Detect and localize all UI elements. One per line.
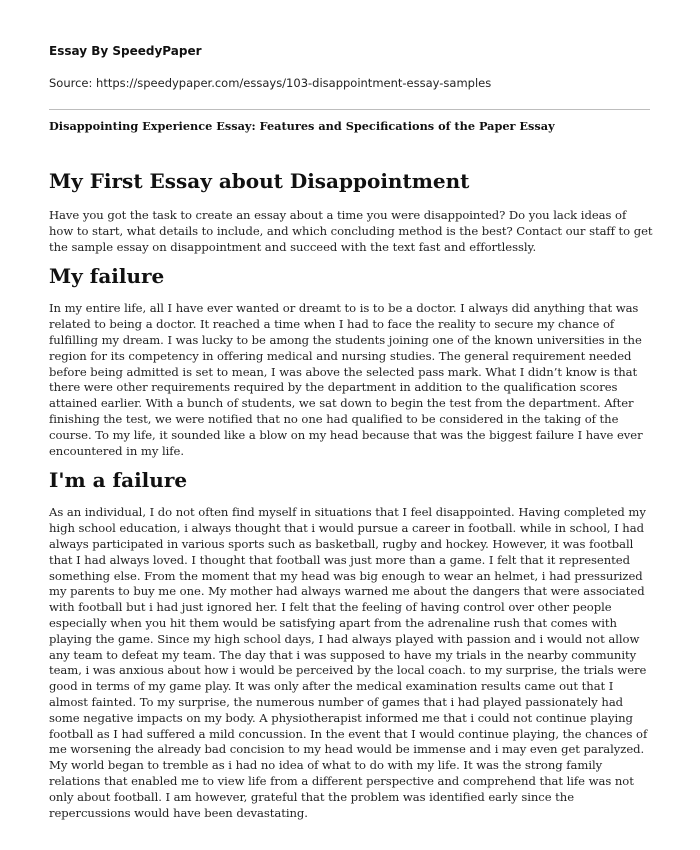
page-header — [49, 44, 649, 90]
article-heading: My First Essay about Disappointment — [49, 169, 470, 193]
brand-label: Essay By SpeedyPaper — [49, 44, 202, 58]
section-heading-im-a-failure: I'm a failure — [49, 468, 188, 493]
header-divider — [49, 109, 650, 110]
section-paragraph-im-a-failure: As an individual, I do not often find myself in situations that I feel disappointed. Having completed my high school education, i always thought that i would pursue a career in football. while in school, I had always participated in various sports such as basketball, rugby and hockey. However, it was football that I had always loved. I thought that football was just more than a game. I felt that it represented something else. From the moment that my head was big enough to wear an helmet, i had pressurized my parents to buy me one. My mother had always warned me about the dangers that were associated with football but i had just ignored her. I felt that the feeling of having control over other people especially when you hit them would be satisfying apart from the adrenaline rush that comes with playing the game. Since my high school days, I had always played with passion and i would not allow any team to defeat my team. The day that i was supposed to have my trials in the nearby community team, i was anxious about how i would be perceived by the local coach. to my surprise, the trials were good in terms of my game play. It was only after the medical examination results came out that I almost fainted. To my surprise, the numerous number of games that i had played passionately had some negative impacts on my body. A physiotherapist informed me that i could not continue playing football as I had suffered a mild concussion. In the event that I would continue playing, the chances of me worsening the already bad concision to my head would be immense and i may even get paralyzed. My world began to tremble as i had no idea of what to do with my life. It was the strong family relations that enabled me to view life from a different perspective and comprehend that life was not only about football. I am however, grateful that the problem was identified early since the repercussions would have been devastating. — [49, 505, 648, 820]
article-body — [49, 168, 653, 829]
source-line: Source: https://speedypaper.com/essays/103-disappointment-essay-samples — [49, 76, 492, 90]
section-heading-my-failure: My failure — [49, 264, 165, 289]
document-title: Disappointing Experience Essay: Features and Specifications of the Paper Essay — [49, 119, 555, 133]
section-paragraph-my-failure: In my entire life, all I have ever wanted or dreamt to is to be a doctor. I always did anything that was related to being a doctor. It reached a time when I had to face the reality to secure my chance of fulfilling my dream. I was lucky to be among the students joining one of the known universities in the region for its competency in offering medical and nursing studies. The general requirement needed before being admitted is set to mean, I was above the selected pass mark. What I didn’t know is that there were other requirements required by the department in addition to the qualification scores attained earlier. With a bunch of students, we sat down to begin the test from the department. After finishing the test, we were notified that no one had qualified to be considered in the taking of the course. To my life, it sounded like a blow on my head because that was the biggest failure I have ever encountered in my life. — [49, 301, 643, 458]
intro-paragraph: Have you got the task to create an essay about a time you were disappointed? Do you lack ideas of how to start, what details to include, and which concluding method is the best? Contact our staff to get the sample essay on disappointment and succeed with the text fast and effortlessly. — [49, 208, 653, 254]
